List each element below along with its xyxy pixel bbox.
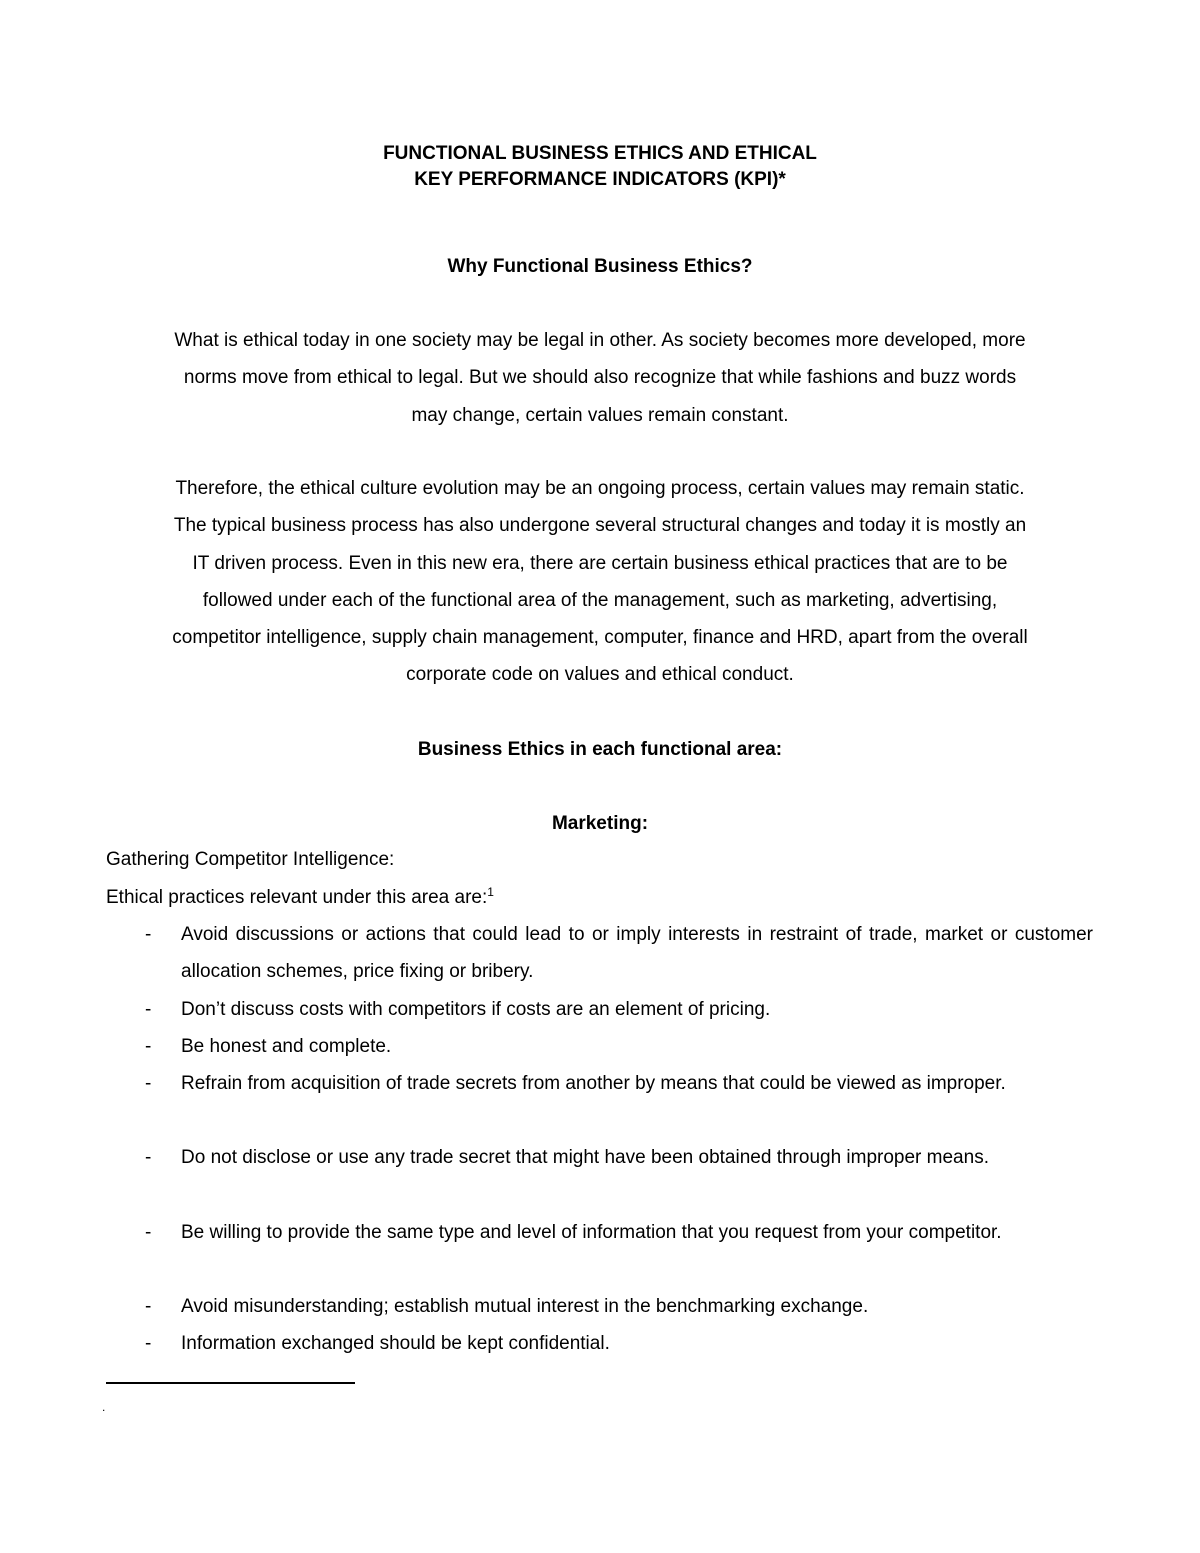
document-title	[100, 141, 1100, 193]
bullet-text: Avoid discussions or actions that could lead to or imply interests in restraint of trade, market or customer allocation schemes, price fixing or bribery.	[181, 924, 1093, 983]
paragraph-2	[100, 470, 1100, 694]
bullet-dash: -	[145, 1036, 152, 1057]
title-line-1: FUNCTIONAL BUSINESS ETHICS AND ETHICAL	[383, 143, 817, 164]
paragraph-2-line: followed under each of the functional area of the management, such as marketing, advertising,	[202, 589, 998, 611]
paragraph-2-line: The typical business process has also undergone several structural changes and today it is mostly an	[173, 515, 1027, 537]
marketing-subheading: Gathering Competitor Intelligence:	[106, 849, 395, 870]
paragraph-2-line: corporate code on values and ethical conduct.	[406, 664, 794, 686]
marketing-heading: Marketing:	[551, 813, 649, 834]
bullet-text: Avoid misunderstanding; establish mutual interest in the benchmarking exchange.	[181, 1296, 869, 1317]
marketing-intro-text: Ethical practices relevant under this area are:	[106, 887, 488, 908]
section-heading-why: Why Functional Business Ethics?	[447, 256, 753, 277]
bullet-text: Be honest and complete.	[181, 1036, 392, 1057]
title-line-2: KEY PERFORMANCE INDICATORS (KPI)*	[414, 169, 786, 190]
paragraph-2-line: Therefore, the ethical culture evolution may be an ongoing process, certain values may remain static.	[175, 478, 1025, 499]
footnote-reference: 1	[487, 885, 494, 899]
footnote-separator	[106, 1382, 355, 1384]
bullet-dash: -	[145, 1296, 152, 1317]
paragraph-2-line: competitor intelligence, supply chain management, computer, finance and HRD, apart from the overall	[172, 627, 1028, 649]
paragraph-1-line: norms move from ethical to legal. But we should also recognize that while fashions and buzz words	[183, 367, 1017, 389]
bullet-text: Do not disclose or use any trade secret that might have been obtained through improper means.	[181, 1147, 989, 1168]
bullet-text: Be willing to provide the same type and level of information that you request from your competitor.	[181, 1222, 1002, 1243]
paragraph-1-line: What is ethical today in one society may be legal in other. As society becomes more developed, more	[174, 330, 1026, 351]
bullet-dash: -	[145, 924, 152, 945]
bullet-dash: -	[145, 1222, 152, 1243]
bullet-text: Refrain from acquisition of trade secrets from another by means that could be viewed as improper.	[181, 1073, 1006, 1094]
bullet-dash: -	[145, 999, 152, 1020]
bullet-text: Information exchanged should be kept confidential.	[181, 1333, 610, 1354]
section-heading-functional: Business Ethics in each functional area:	[417, 739, 783, 760]
paragraph-1-line: may change, certain values remain constant.	[411, 404, 789, 426]
bullet-dash: -	[145, 1073, 152, 1094]
bullet-text: Don’t discuss costs with competitors if costs are an element of pricing.	[181, 999, 771, 1020]
paragraph-2-line: IT driven process. Even in this new era, there are certain business ethical practices that are to be	[192, 552, 1008, 574]
bullet-dash: -	[145, 1147, 152, 1168]
marketing-intro	[106, 885, 494, 911]
footnote-mark: .	[102, 1400, 106, 1414]
paragraph-1	[100, 322, 1100, 434]
bullet-dash: -	[145, 1333, 152, 1354]
